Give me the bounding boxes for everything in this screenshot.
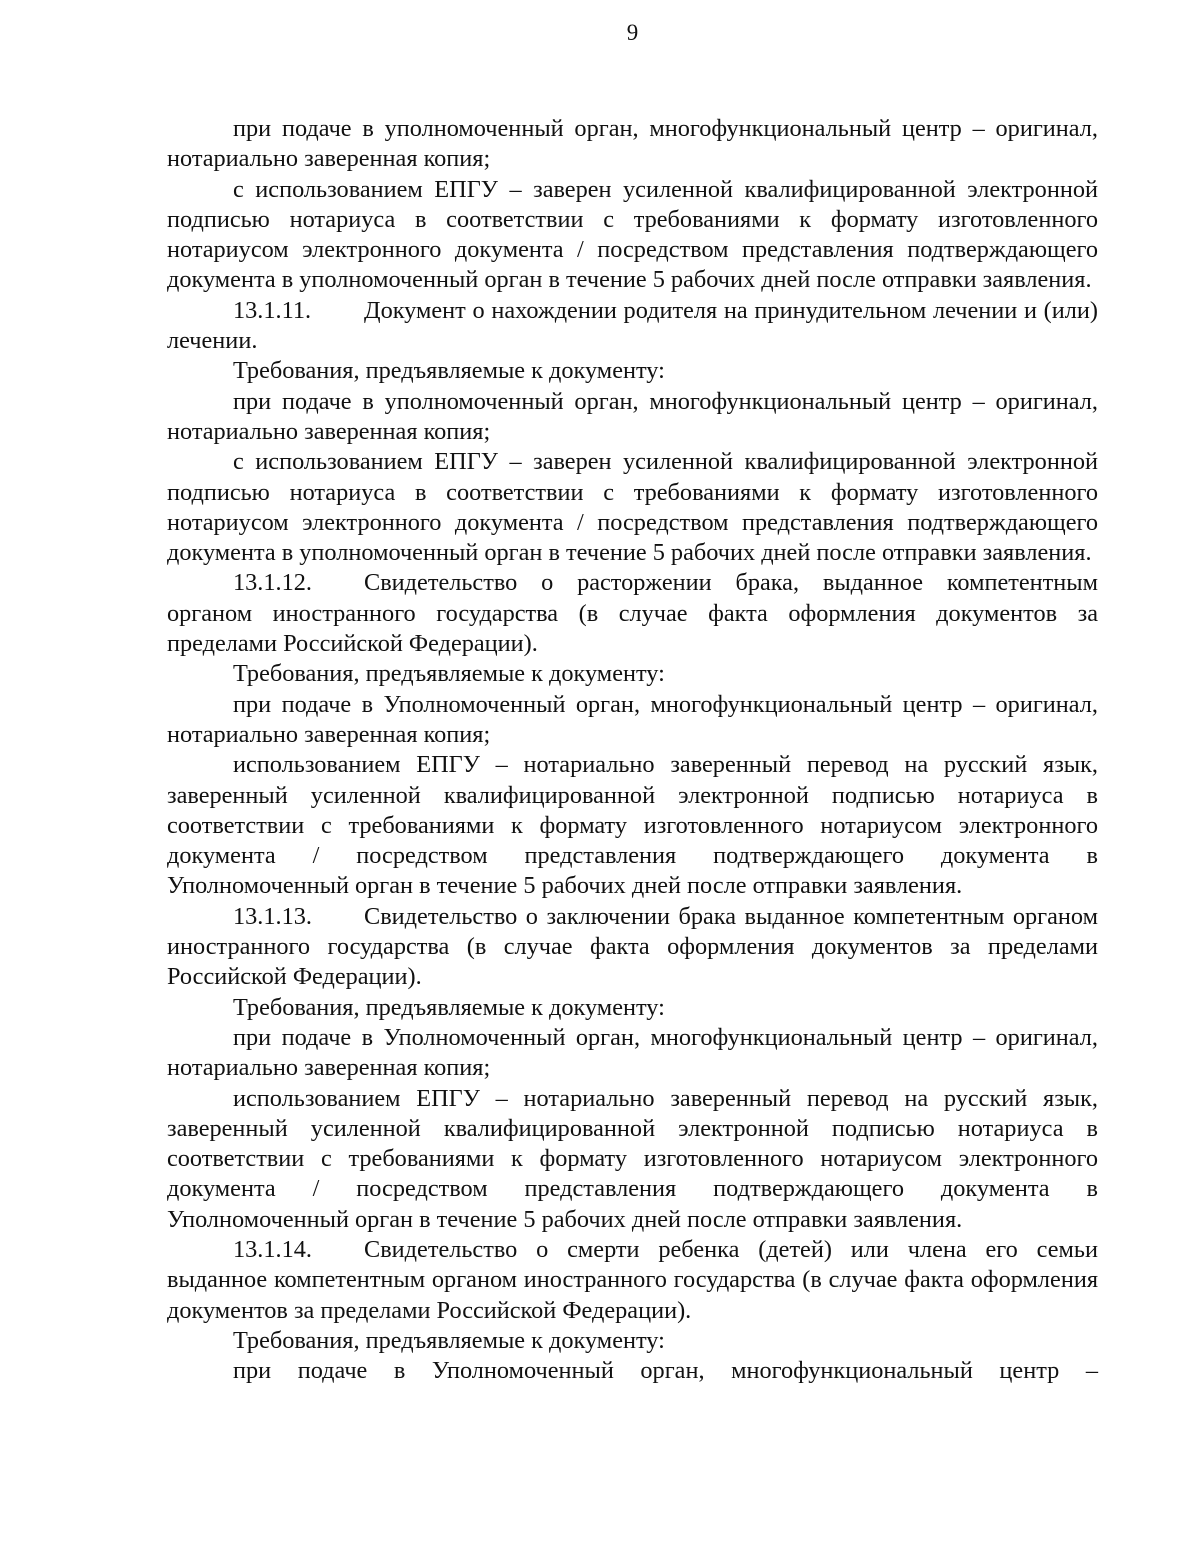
- section-text: Документ о нахождении родителя на принудительном лечении и (или) лечении.: [167, 296, 1098, 355]
- paragraph: использованием ЕПГУ – нотариально заверенный перевод на русский язык, заверенный усиленной квалифицированной электронной подписью нотариуса в соответствии с требованиями к формату изготовленного нотариусом электронного документа / посредством представления подтверждающего документа в Уполномоченный орган в течение 5 рабочих дней после отправки заявления.: [167, 751, 1098, 900]
- paragraph-continued: при подаче в Уполномоченный орган, многофункциональный центр –: [233, 1357, 1098, 1385]
- section-item-13-1-14: [167, 1235, 1098, 1326]
- paragraph: с использованием ЕПГУ – заверен усиленной квалифицированной электронной подписью нотариуса в соответствии с требованиями к формату изготовленного нотариусом электронного документа / посредством представления подтверждающего документа в уполномоченный орган в течение 5 рабочих дней после отправки заявления.: [167, 448, 1098, 567]
- document-body: [167, 114, 1098, 1386]
- paragraph: с использованием ЕПГУ – заверен усиленной квалифицированной электронной подписью нотариуса в соответствии с требованиями к формату изготовленного нотариусом электронного документа / посредством представления подтверждающего документа в уполномоченный орган в течение 5 рабочих дней после отправки заявления.: [167, 175, 1098, 294]
- paragraph: Требования, предъявляемые к документу:: [233, 1326, 665, 1354]
- paragraph: при подаче в Уполномоченный орган, многофункциональный центр – оригинал, нотариально заверенная копия;: [167, 1023, 1098, 1082]
- section-number: 13.1.14.: [233, 1235, 312, 1263]
- paragraph: при подаче в уполномоченный орган, многофункциональный центр – оригинал, нотариально заверенная копия;: [167, 115, 1098, 173]
- page-number: 9: [626, 20, 639, 45]
- section-text: Свидетельство о заключении брака выданное компетентным органом иностранного государства (в случае факта оформления документов за пределами Российской Федерации).: [167, 902, 1098, 991]
- paragraph: Требования, предъявляемые к документу:: [233, 993, 665, 1021]
- paragraph: при подаче в уполномоченный орган, многофункциональный центр – оригинал, нотариально заверенная копия;: [167, 387, 1098, 445]
- paragraph: Требования, предъявляемые к документу:: [233, 357, 665, 385]
- section-item-13-1-13: [167, 902, 1098, 993]
- section-number: 13.1.12.: [233, 569, 312, 597]
- paragraph: при подаче в Уполномоченный орган, многофункциональный центр – оригинал, нотариально заверенная копия;: [167, 690, 1098, 748]
- paragraph: использованием ЕПГУ – нотариально заверенный перевод на русский язык, заверенный усиленной квалифицированной электронной подписью нотариуса в соответствии с требованиями к формату изготовленного нотариусом электронного документа / посредством представления подтверждающего документа в Уполномоченный орган в течение 5 рабочих дней после отправки заявления.: [167, 1084, 1098, 1233]
- section-item-13-1-12: [167, 568, 1098, 659]
- paragraph: Требования, предъявляемые к документу:: [233, 660, 665, 688]
- section-number: 13.1.11.: [233, 296, 312, 324]
- section-text: Свидетельство о смерти ребенка (детей) или члена его семьи выданное компетентным органом иностранного государства (в случае факта оформления документов за пределами Российской Федерации).: [167, 1235, 1098, 1324]
- section-item-13-1-11: [167, 296, 1098, 357]
- section-number: 13.1.13.: [233, 902, 312, 930]
- section-text: Свидетельство о расторжении брака, выданное компетентным органом иностранного государства (в случае факта оформления документов за пределами Российской Федерации).: [167, 569, 1098, 658]
